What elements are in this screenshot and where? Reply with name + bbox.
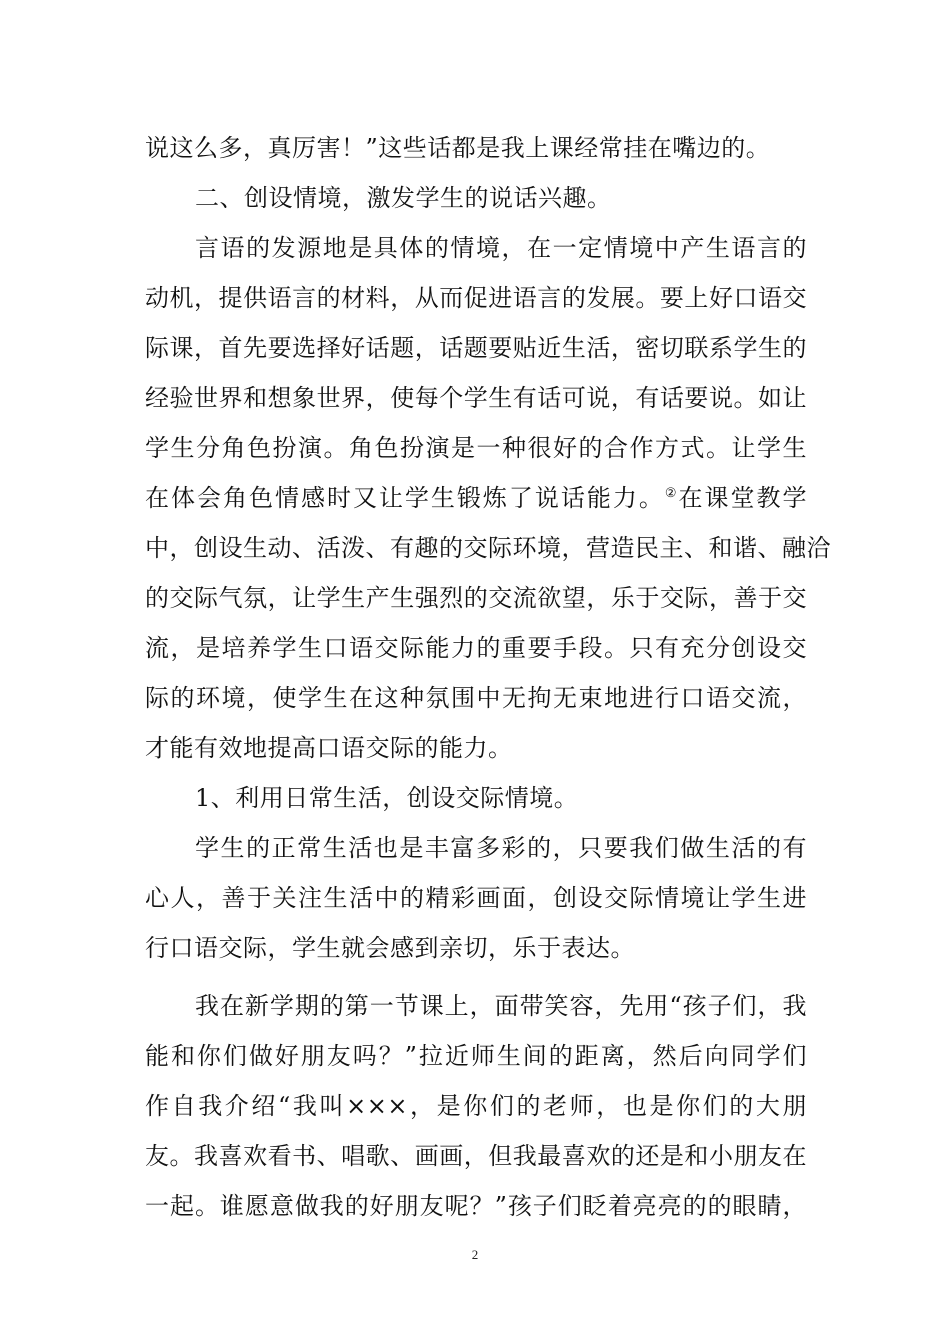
text-line: 经验世界和想象世界，使每个学生有话可说，有话要说。如让 [145, 384, 807, 412]
document-body [145, 123, 831, 1231]
text-line: 能和你们做好朋友吗？”拉近师生间的距离，然后向同学们 [145, 1042, 807, 1070]
text-line: 我在新学期的第一节课上，面带笑容，先用“孩子们，我 [195, 992, 807, 1020]
text-line: 才能有效地提高口语交际的能力。 [145, 734, 513, 762]
text-line: 作自我介绍“我叫×××，是你们的老师，也是你们的大朋 [145, 1092, 807, 1120]
subsection-heading: 1、利用日常生活，创设交际情境。 [195, 784, 579, 812]
text-line: 的交际气氛，让学生产生强烈的交流欲望，乐于交际，善于交 [145, 584, 807, 612]
page-number: 2 [471, 1247, 479, 1262]
text-line: 心人，善于关注生活中的精彩画面，创设交际情境让学生进 [145, 884, 807, 912]
text-line: 中，创设生动、活泼、有趣的交际环境，营造民主、和谐、融洽 [145, 534, 831, 562]
paragraph-gap [145, 973, 807, 981]
section-heading: 二、创设情境，激发学生的说话兴趣。 [195, 184, 612, 212]
text-line: 一起。谁愿意做我的好朋友呢？”孩子们眨着亮亮的的眼睛， [145, 1192, 807, 1220]
text-line: 际的环境，使学生在这种氛围中无拘无束地进行口语交流， [145, 684, 807, 712]
text-line [145, 473, 807, 523]
text-line: 言语的发源地是具体的情境，在一定情境中产生语言的 [195, 234, 807, 262]
text-line: 说这么多，真厉害！”这些话都是我上课经常挂在嘴边的。 [145, 134, 771, 162]
text-line: 学生分角色扮演。角色扮演是一种很好的合作方式。让学生 [145, 434, 807, 462]
text-line: 动机，提供语言的材料，从而促进语言的发展。要上好口语交 [145, 284, 807, 312]
text-line: 友。我喜欢看书、唱歌、画画，但我最喜欢的还是和小朋友在 [145, 1142, 807, 1170]
text-line: 学生的正常生活也是丰富多彩的，只要我们做生活的有 [195, 834, 807, 862]
text-segment: 在课堂教学 [678, 484, 808, 512]
text-segment: 在体会角色情感时又让学生锻炼了说话能力。 [145, 484, 665, 512]
text-line: 流，是培养学生口语交际能力的重要手段。只有充分创设交 [145, 634, 807, 662]
text-line: 行口语交际，学生就会感到亲切，乐于表达。 [145, 934, 635, 962]
text-line: 际课，首先要选择好话题，话题要贴近生活，密切联系学生的 [145, 334, 807, 362]
footnote-marker: ② [664, 486, 679, 501]
